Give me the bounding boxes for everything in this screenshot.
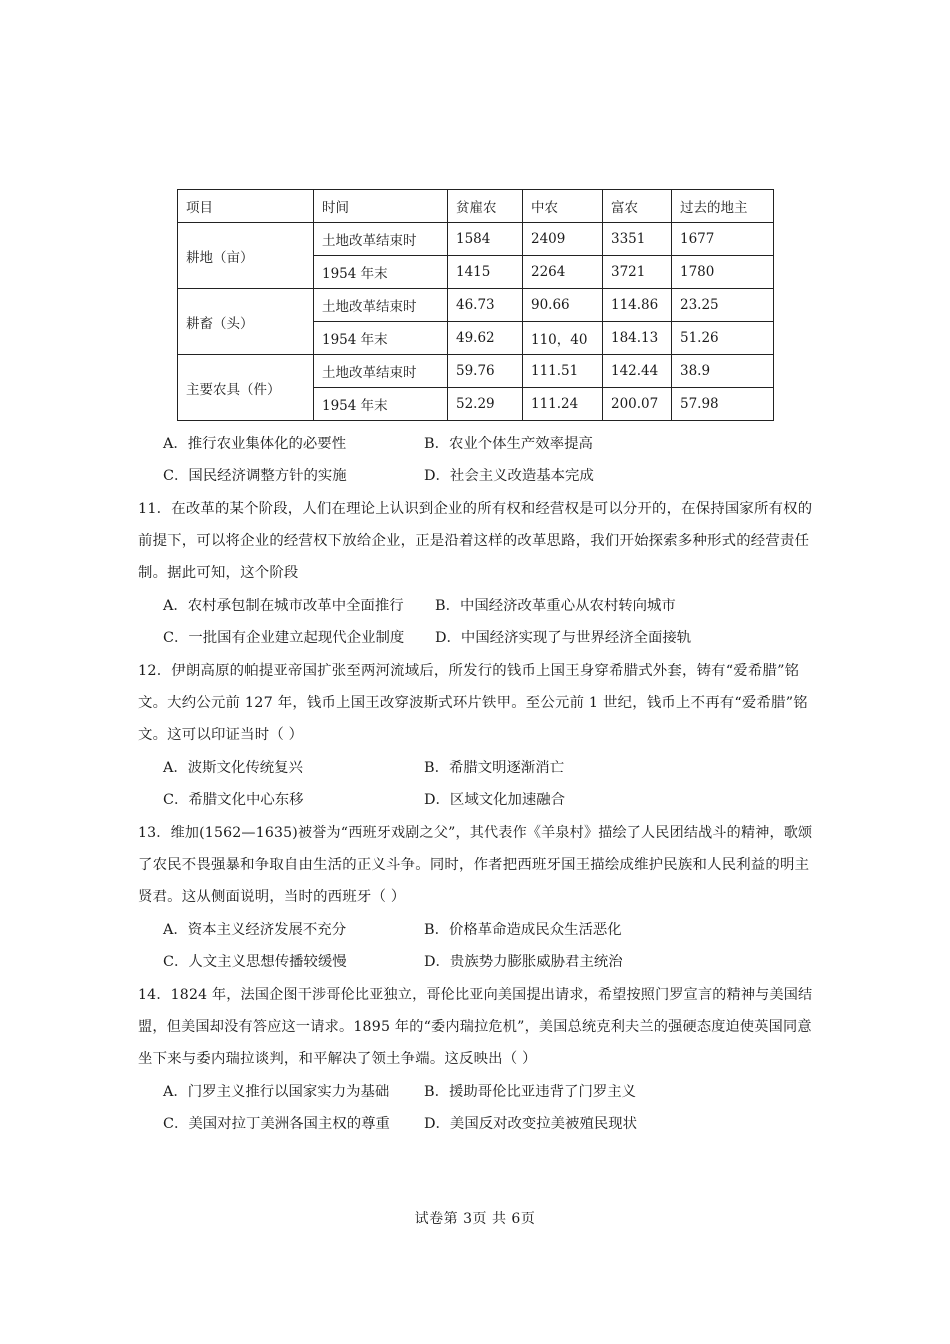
- table-cell: 2264: [523, 256, 603, 289]
- table-cell: 土地改革结束时: [314, 289, 448, 322]
- q12-option-d: D．区域文化加速融合: [424, 792, 566, 808]
- q13-option-c: C．人文主义思想传播较缓慢: [163, 954, 347, 970]
- table-group-label: 耕地（亩）: [178, 223, 314, 289]
- q14-option-c: C．美国对拉丁美洲各国主权的尊重: [163, 1116, 390, 1132]
- q11-stem-line: 制。据此可知，这个阶段: [138, 565, 299, 581]
- q10-option-a: A．推行农业集体化的必要性: [163, 436, 347, 452]
- table-cell: 1584: [448, 223, 523, 256]
- q13-stem-line: 了农民不畏强暴和争取自由生活的正义斗争。同时，作者把西班牙国王描绘成维护民族和人民利益的明主: [138, 857, 810, 873]
- q14-stem-line: 盟，但美国却没有答应这一请求。1895 年的“委内瑞拉危机”，美国总统克利夫兰的强硬态度迫使英国同意: [138, 1019, 812, 1035]
- table-cell: 46.73: [448, 289, 523, 322]
- q12-stem-line: 文。这可以印证当时（ ）: [138, 727, 304, 743]
- land-reform-table: [177, 189, 774, 421]
- q12-stem-line: 12．伊朗高原的帕提亚帝国扩张至两河流域后，所发行的钱币上国王身穿希腊式外套，铸有“爱希腊”铭: [138, 663, 800, 679]
- q12-option-a: A．波斯文化传统复兴: [163, 760, 303, 776]
- table-header-row: [178, 190, 774, 223]
- table-cell: 土地改革结束时: [314, 355, 448, 388]
- table-header-cell: 时间: [314, 190, 448, 223]
- table-cell: 1954 年末: [314, 388, 448, 421]
- q11-option-b: B．中国经济改革重心从农村转向城市: [435, 598, 676, 614]
- table-row: [178, 223, 774, 256]
- q12-option-c: C．希腊文化中心东移: [163, 792, 304, 808]
- table-cell: 1780: [672, 256, 774, 289]
- q11-stem-line: 11．在改革的某个阶段，人们在理论上认识到企业的所有权和经营权是可以分开的，在保持国家所有权的: [138, 501, 813, 517]
- table-cell: 114.86: [603, 289, 672, 322]
- table-header-cell: 富农: [603, 190, 672, 223]
- q10-option-c: C．国民经济调整方针的实施: [163, 468, 347, 484]
- q11-option-d: D．中国经济实现了与世界经济全面接轨: [435, 630, 692, 646]
- table-header-cell: 贫雇农: [448, 190, 523, 223]
- table-header-cell: 中农: [523, 190, 603, 223]
- table-cell: 90.66: [523, 289, 603, 322]
- table-cell: 2409: [523, 223, 603, 256]
- table-header-cell: 项目: [178, 190, 314, 223]
- table-cell: 3351: [603, 223, 672, 256]
- q11-option-c: C．一批国有企业建立起现代企业制度: [163, 630, 405, 646]
- q13-stem-line: 13．维加(1562—1635)被誉为“西班牙戏剧之父”，其代表作《羊泉村》描绘了人民团结战斗的精神，歌颂: [138, 825, 813, 841]
- q12-option-b: B．希腊文明逐渐消亡: [424, 760, 565, 776]
- table-row: [178, 289, 774, 322]
- table-cell: 111.24: [523, 388, 603, 421]
- table-cell: 51.26: [672, 322, 774, 355]
- table-cell: 土地改革结束时: [314, 223, 448, 256]
- table-cell: 3721: [603, 256, 672, 289]
- q12-stem-line: 文。大约公元前 127 年，钱币上国王改穿波斯式环片铁甲。至公元前 1 世纪，钱币上不再有“爱希腊”铭: [138, 695, 808, 711]
- q13-option-d: D．贵族势力膨胀威胁君主统治: [424, 954, 623, 970]
- q13-option-b: B．价格革命造成民众生活恶化: [424, 922, 622, 938]
- q10-option-b: B．农业个体生产效率提高: [424, 436, 593, 452]
- q11-stem-line: 前提下，可以将企业的经营权下放给企业，正是沿着这样的改革思路，我们开始探索多种形式的经营责任: [138, 533, 810, 549]
- table-cell: 200.07: [603, 388, 672, 421]
- table-group-label: 主要农具（件）: [178, 355, 314, 421]
- q14-stem-line: 坐下来与委内瑞拉谈判，和平解决了领土争端。这反映出（ ）: [138, 1051, 537, 1067]
- table-cell: 110，40: [523, 322, 603, 355]
- q13-stem-line: 贤君。这从侧面说明，当时的西班牙（ ）: [138, 889, 406, 905]
- page-footer: 试卷第 3页 共 6页: [414, 1211, 536, 1227]
- q14-option-b: B．援助哥伦比亚违背了门罗主义: [424, 1084, 637, 1100]
- q13-option-a: A．资本主义经济发展不充分: [163, 922, 347, 938]
- table-cell: 1954 年末: [314, 256, 448, 289]
- q14-stem-line: 14．1824 年，法国企图干涉哥伦比亚独立，哥伦比亚向美国提出请求，希望按照门罗宣言的精神与美国结: [138, 987, 813, 1003]
- table-group-label: 耕畜（头）: [178, 289, 314, 355]
- table-cell: 52.29: [448, 388, 523, 421]
- table-cell: 1954 年末: [314, 322, 448, 355]
- table-row: [178, 355, 774, 388]
- table-cell: 1415: [448, 256, 523, 289]
- table-cell: 111.51: [523, 355, 603, 388]
- q10-option-d: D．社会主义改造基本完成: [424, 468, 594, 484]
- table-cell: 1677: [672, 223, 774, 256]
- q14-option-a: A．门罗主义推行以国家实力为基础: [163, 1084, 390, 1100]
- q11-option-a: A．农村承包制在城市改革中全面推行: [163, 598, 404, 614]
- table-cell: 23.25: [672, 289, 774, 322]
- q14-option-d: D．美国反对改变拉美被殖民现状: [424, 1116, 638, 1132]
- table-cell: 49.62: [448, 322, 523, 355]
- table-cell: 38.9: [672, 355, 774, 388]
- table-cell: 59.76: [448, 355, 523, 388]
- table-cell: 184.13: [603, 322, 672, 355]
- table-header-cell: 过去的地主: [672, 190, 774, 223]
- table-cell: 57.98: [672, 388, 774, 421]
- table-cell: 142.44: [603, 355, 672, 388]
